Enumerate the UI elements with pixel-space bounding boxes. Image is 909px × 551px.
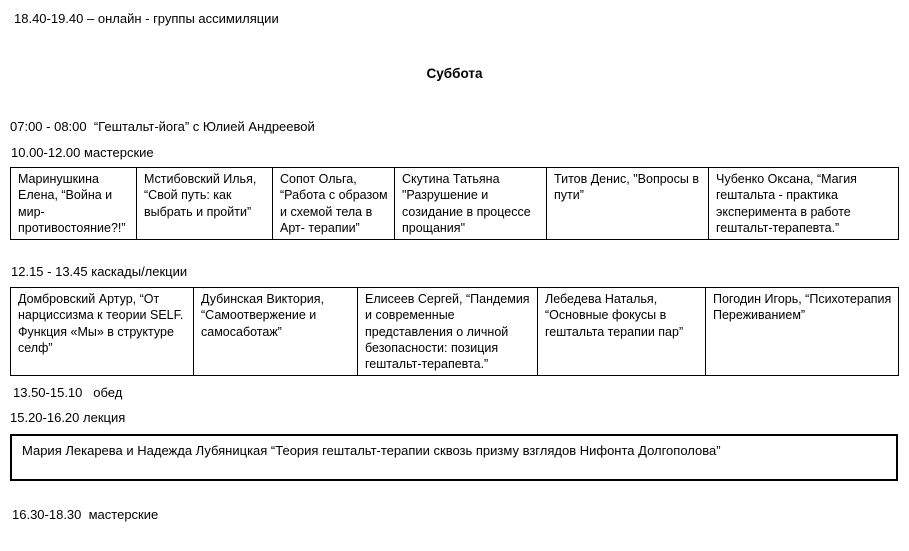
day-title-saturday: Суббота xyxy=(426,66,483,81)
workshop-cell-titov: Титов Денис, "Вопросы в пути” xyxy=(547,168,709,240)
assimilation-groups-line: 18.40-19.40 – онлайн - группы ассимиляции xyxy=(14,11,279,26)
workshop-cell-marinushkina: Маринушкина Елена, “Война и мир-противостояние?!” xyxy=(11,168,137,240)
workshop-cell-mstibovskiy: Мстибовский Илья, “Свой путь: как выбрать и пройти” xyxy=(137,168,273,240)
workshop-cell-sopot: Сопот Ольга, “Работа с образом и схемой тела в Арт- терапии” xyxy=(273,168,395,240)
table-row xyxy=(11,288,899,376)
morning-workshops-table xyxy=(10,167,899,240)
cascade-cell-pogodin: Погодин Игорь, “Психотерапия Переживанием” xyxy=(706,288,899,376)
plenary-lecture-text: Мария Лекарева и Надежда Лубяницкая “Теория гештальт-терапии сквозь призму взглядов Нифонта Долгополова” xyxy=(22,443,721,458)
morning-workshops-heading: 10.00-12.00 мастерские xyxy=(11,145,154,160)
cascades-lectures-heading: 12.15 - 13.45 каскады/лекции xyxy=(11,264,188,279)
plenary-lecture-box xyxy=(10,434,898,481)
lecture-heading: 15.20-16.20 лекция xyxy=(10,410,126,425)
cascade-cell-dubinskaya: Дубинская Виктория, “Самоотвержение и самосаботаж” xyxy=(194,288,358,376)
cascades-lectures-table xyxy=(10,287,899,376)
cascade-cell-dombrovskiy: Домбровский Артур, “От нарциссизма к теории SELF. Функция «Мы» в структуре селф” xyxy=(11,288,194,376)
cascade-cell-lebedeva: Лебедева Наталья, “Основные фокусы в гештальта терапии пар” xyxy=(538,288,706,376)
cascade-cell-eliseev: Елисеев Сергей, “Пандемия и современные представления о личной безопасности: позиция гештальт-терапевта.” xyxy=(358,288,538,376)
workshop-cell-chubenko: Чубенко Оксана, “Магия гештальта - практика эксперимента в работе гештальт-терапевта.” xyxy=(709,168,899,240)
lunch-heading: 13.50-15.10 обед xyxy=(13,385,123,400)
evening-workshops-heading: 16.30-18.30 мастерские xyxy=(12,507,159,522)
gestalt-yoga-line: 07:00 - 08:00 “Гештальт-йога” с Юлией Андреевой xyxy=(10,119,315,134)
table-row xyxy=(11,168,899,240)
workshop-cell-skutina: Скутина Татьяна "Разрушение и созидание в процессе прощания" xyxy=(395,168,547,240)
